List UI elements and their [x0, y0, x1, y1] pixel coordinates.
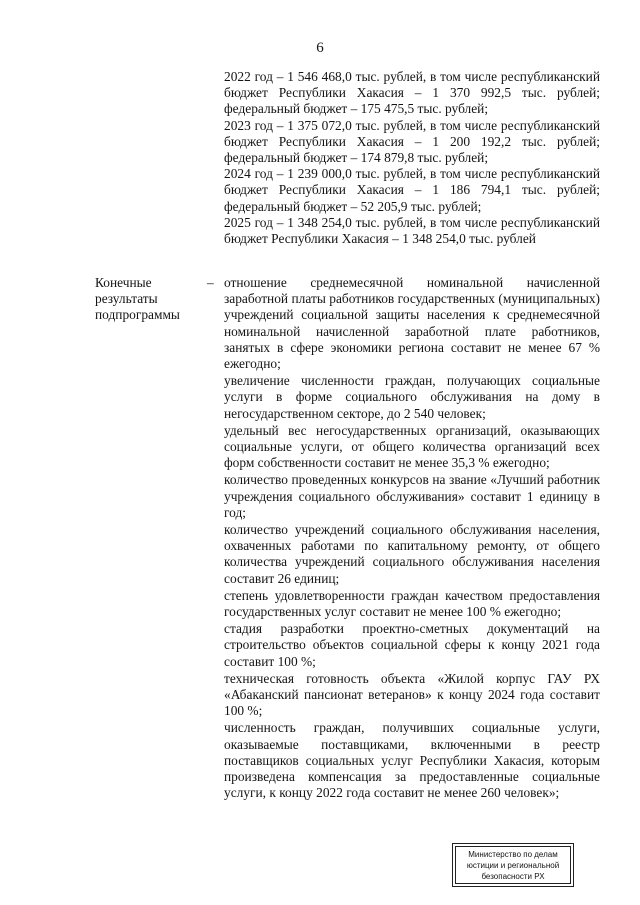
result-item-salary-ratio: отношение среднемесячной номинальной начисленной заработной платы работников государственных (муниципальных) учреждений социальной защиты населения к среднемесячной номинальной начисленной заработной плате работников, занятых в сфере экономики региона составит не менее 67 % ежегодно; [224, 275, 600, 372]
stamp-line: безопасности РХ [481, 872, 545, 881]
result-item-compensation: численность граждан, получивших социальные услуги, оказываемые поставщиками, включенными в реестр поставщиков социальных услуг Республики Хакасия, которым произведена компенсация за предоставленные социальные услуги, к концу 2022 года составит не менее 260 человек»; [224, 720, 600, 801]
result-item-satisfaction: степень удовлетворенности граждан качеством предоставления государственных услуг составит не менее 100 % ежегодно; [224, 587, 600, 620]
results-label-line: результаты [95, 291, 158, 307]
budget-2023: 2023 год – 1 375 072,0 тыс. рублей, в том числе республиканский бюджет Республики Хакасия – 1 200 192,2 тыс. рублей; федеральный бюджет – 174 879,8 тыс. рублей; [224, 117, 600, 166]
results-label [95, 275, 205, 324]
stamp-line: юстиции и региональной [466, 861, 560, 870]
results-list [224, 275, 600, 803]
result-item-building-readiness: техническая готовность объекта «Жилой корпус ГАУ РХ «Абаканский пансионат ветеранов» к концу 2024 года составит 100 %; [224, 670, 600, 719]
ministry-stamp [452, 843, 574, 887]
result-item-home-service: увеличение численности граждан, получающих социальные услуги в форме социального обслуживания на дому в негосударственном секторе, до 2 540 человек; [224, 373, 600, 421]
budget-2024: 2024 год – 1 239 000,0 тыс. рублей, в том числе республиканский бюджет Республики Хакасия – 1 186 794,1 тыс. рублей; федеральный бюджет – 52 205,9 тыс. рублей; [224, 166, 600, 214]
result-item-capital-repair: количество учреждений социального обслуживания населения, охваченных работами по капитальному ремонту, от общего количества учреждений социального обслуживания населения составит 26 единиц; [224, 522, 600, 586]
budget-2025: 2025 год – 1 348 254,0 тыс. рублей, в том числе республиканский бюджет Республики Хакасия – 1 348 254,0 тыс. рублей [224, 214, 600, 247]
results-label-line: подпрограммы [95, 307, 180, 323]
budget-section [224, 69, 600, 247]
result-item-nongov-share: удельный вес негосударственных организаций, оказывающих социальные услуги, от общего количества организаций всех форм собственности составит не менее 35,3 % ежегодно; [224, 422, 600, 471]
stamp-line: Министерство по делам [468, 850, 558, 859]
result-item-contests: количество проведенных конкурсов на звание «Лучший работник учреждения социального обслуживания» составит 1 единицу в год; [224, 472, 600, 520]
page-number: 6 [316, 40, 324, 56]
results-label-line: Конечные [95, 275, 152, 290]
budget-2022: 2022 год – 1 546 468,0 тыс. рублей, в том числе республиканский бюджет Республики Хакасия – 1 370 992,5 тыс. рублей; федеральный бюджет – 175 475,5 тыс. рублей; [224, 69, 600, 117]
result-item-design-docs: стадия разработки проектно-сметных документаций на строительство объектов социальной сферы к концу 2021 года составит 100 %; [224, 621, 600, 669]
results-dash: – [207, 275, 214, 290]
